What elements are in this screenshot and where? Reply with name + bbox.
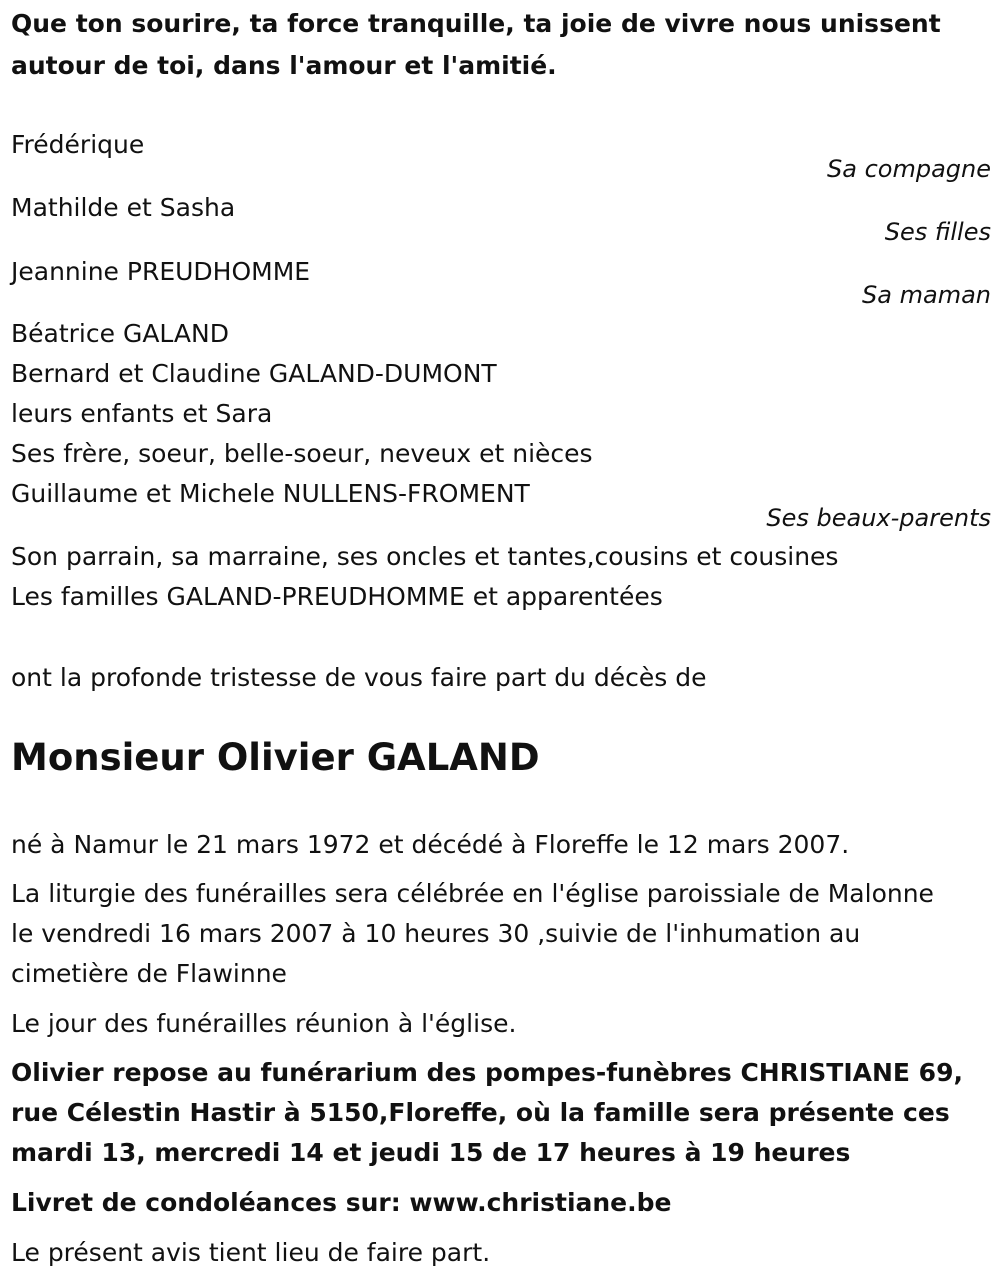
- deceased-name: Monsieur Olivier GALAND: [11, 736, 540, 779]
- rest-line: Olivier repose au funérarium des pompes-funèbres CHRISTIANE 69,: [11, 1058, 963, 1087]
- inlaws-names: Guillaume et Michele NULLENS-FROMENT: [11, 479, 530, 508]
- rest-line: rue Célestin Hastir à 5150,Floreffe, où la famille sera présente ces: [11, 1098, 950, 1127]
- sibling-line: Bernard et Claudine GALAND-DUMONT: [11, 359, 497, 388]
- sibling-line: Béatrice GALAND: [11, 319, 229, 348]
- announcement: ont la profonde tristesse de vous faire part du décès de: [11, 663, 707, 692]
- partner-name: Frédérique: [11, 130, 145, 159]
- other-family-line: Les familles GALAND-PREUDHOMME et apparentées: [11, 582, 663, 611]
- sibling-line: Ses frère, soeur, belle-soeur, neveux et nièces: [11, 439, 593, 468]
- daughters-names: Mathilde et Sasha: [11, 193, 236, 222]
- inlaws-relation: Ses beaux-parents: [766, 504, 991, 532]
- mother-relation: Sa maman: [862, 281, 991, 309]
- condolences: Livret de condoléances sur: www.christiane.be: [11, 1188, 672, 1217]
- sibling-line: leurs enfants et Sara: [11, 399, 273, 428]
- intro-line-2: autour de toi, dans l'amour et l'amitié.: [11, 51, 557, 80]
- reunion: Le jour des funérailles réunion à l'église.: [11, 1009, 517, 1038]
- intro-line-1: Que ton sourire, ta force tranquille, ta joie de vivre nous unissent: [11, 9, 941, 38]
- funeral-line: le vendredi 16 mars 2007 à 10 heures 30 ,suivie de l'inhumation au: [11, 919, 861, 948]
- mother-name: Jeannine PREUDHOMME: [11, 257, 311, 286]
- birth-death: né à Namur le 21 mars 1972 et décédé à Floreffe le 12 mars 2007.: [11, 830, 850, 859]
- funeral-line: La liturgie des funérailles sera célébrée en l'église paroissiale de Malonne: [11, 879, 934, 908]
- daughters-relation: Ses filles: [884, 218, 991, 246]
- partner-relation: Sa compagne: [827, 155, 991, 183]
- funeral-line: cimetière de Flawinne: [11, 959, 287, 988]
- closing: Le présent avis tient lieu de faire part.: [11, 1238, 491, 1267]
- other-family-line: Son parrain, sa marraine, ses oncles et tantes,cousins et cousines: [11, 542, 839, 571]
- rest-line: mardi 13, mercredi 14 et jeudi 15 de 17 heures à 19 heures: [11, 1138, 851, 1167]
